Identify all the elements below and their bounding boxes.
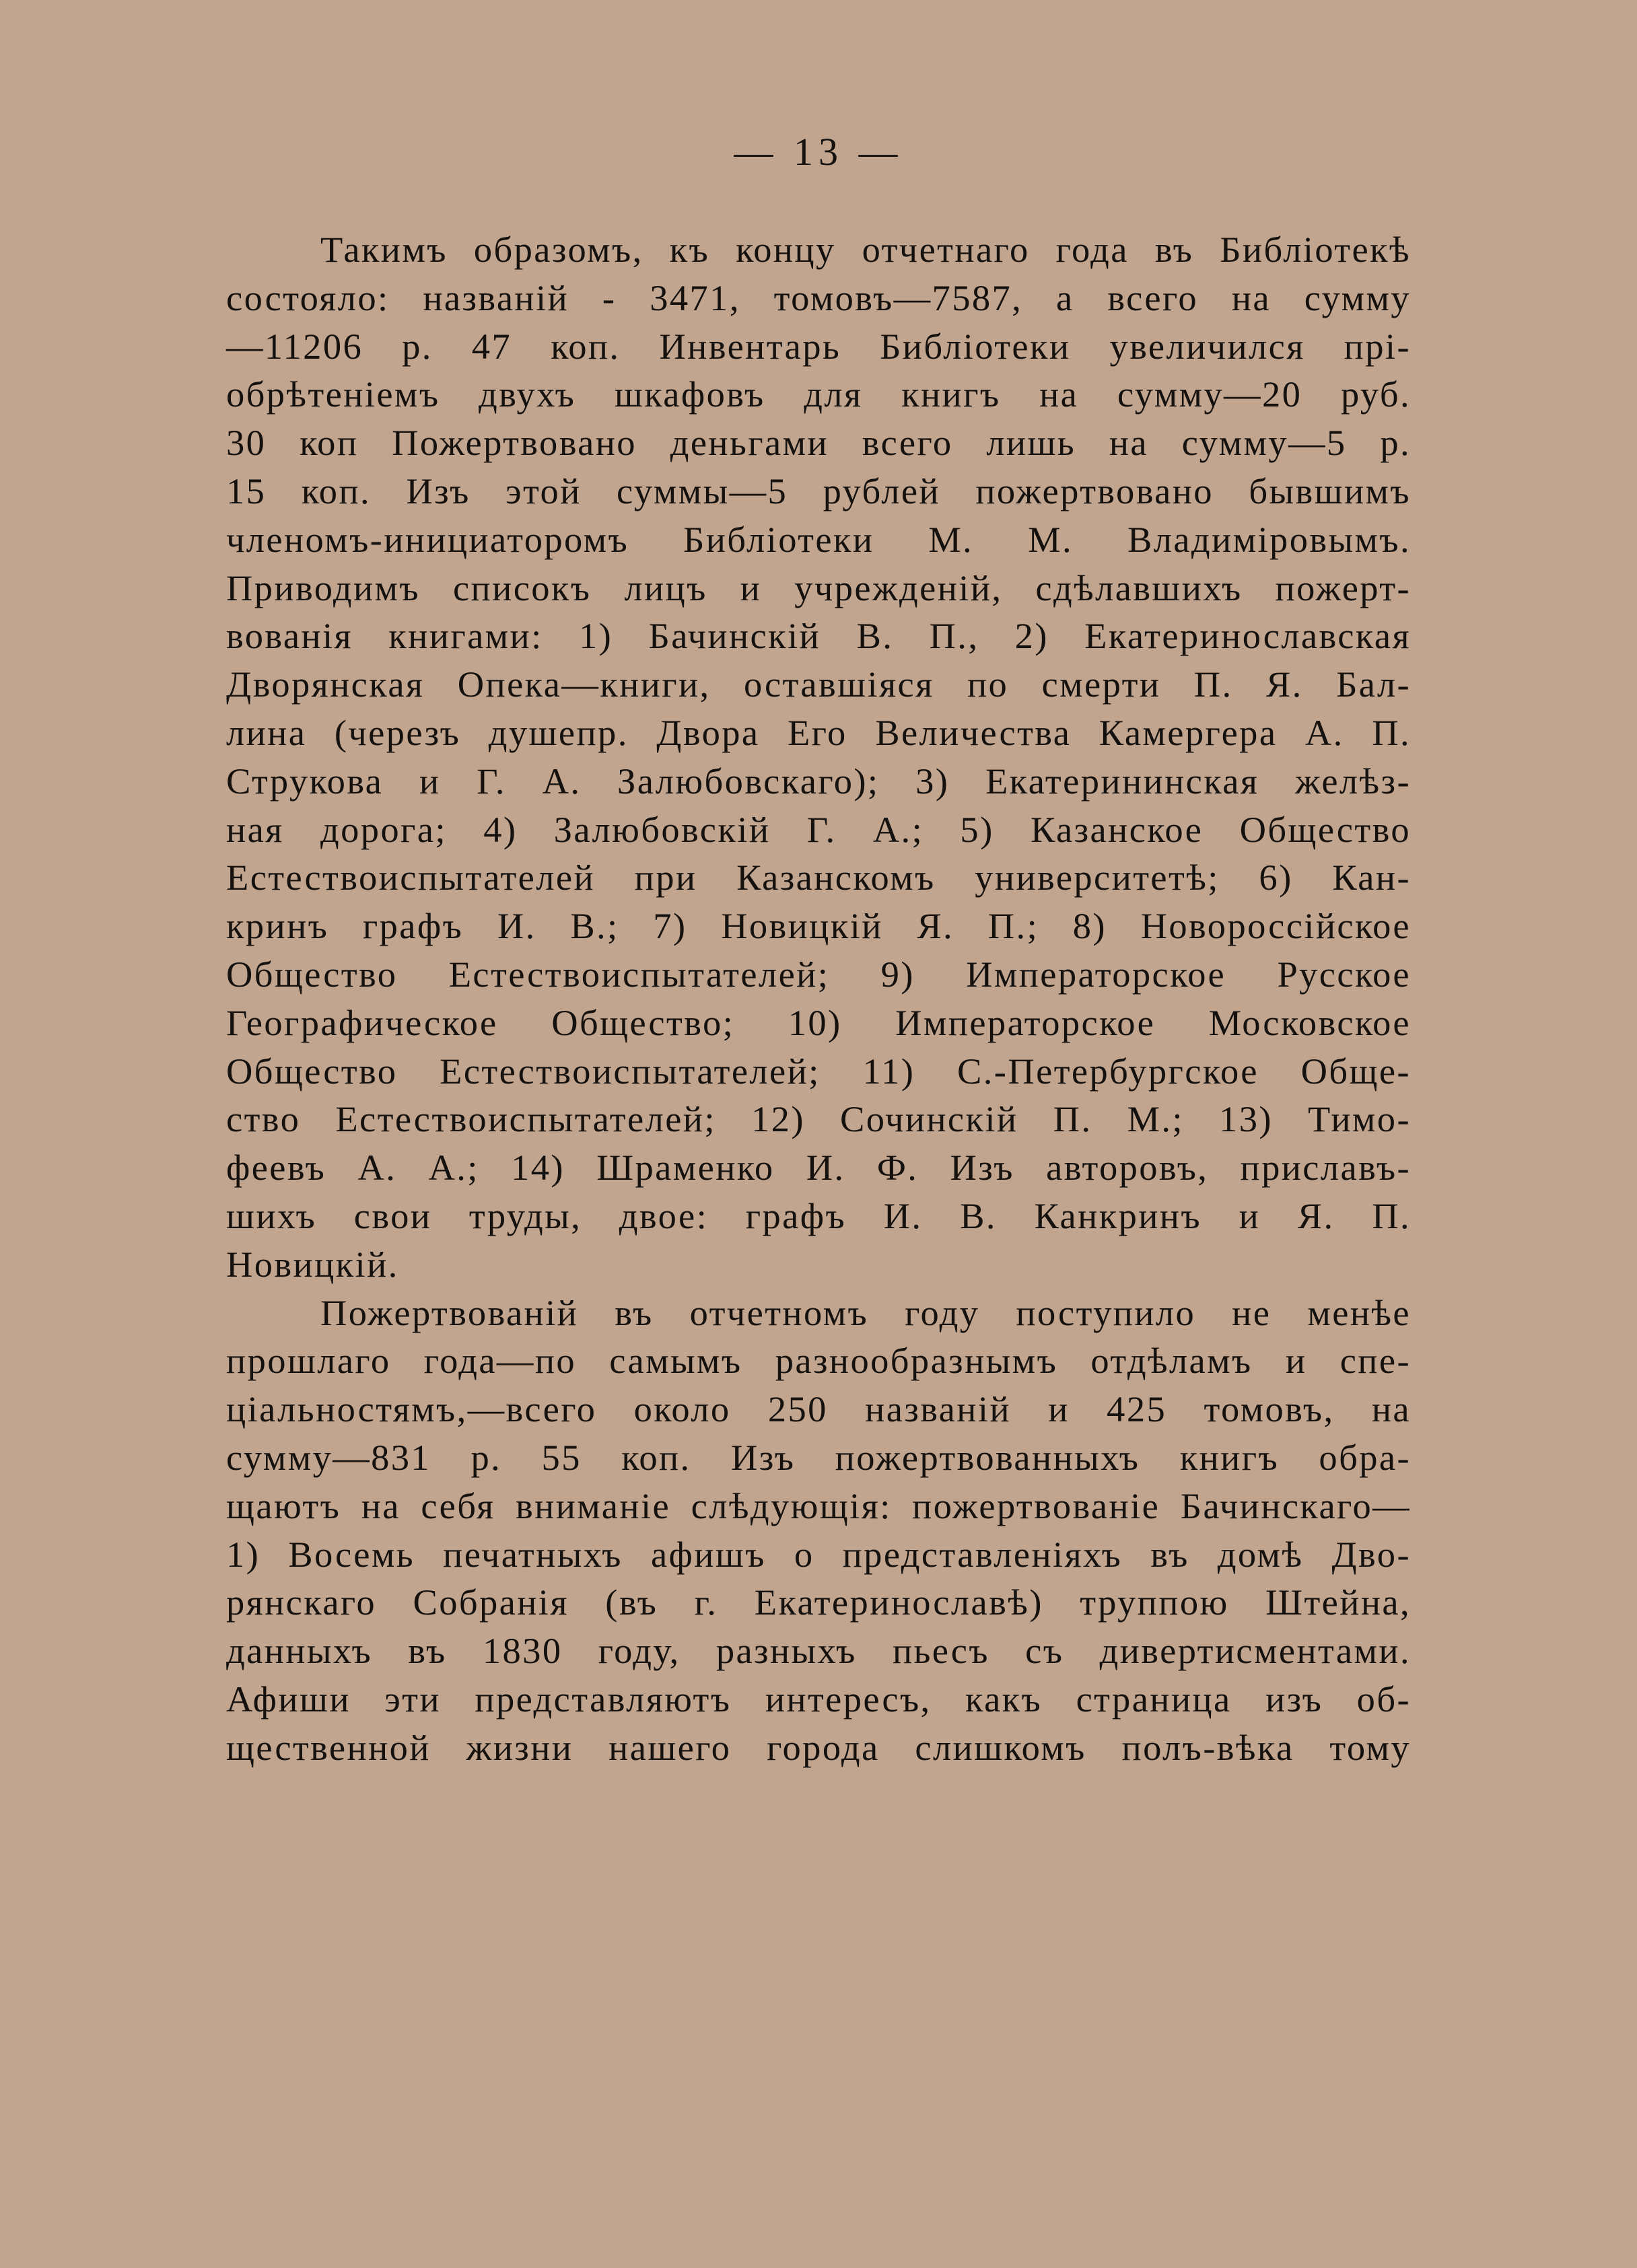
text-line: сумму—831 р. 55 коп. Изъ пожертвованныхъ книгъ обра- [226, 1436, 1411, 1478]
text-line: щаютъ на себя вниманіе слѣдующія: пожертвованіе Бачинскаго— [226, 1485, 1411, 1526]
text-line: Афиши эти представляютъ интересъ, какъ страница изъ об- [226, 1678, 1411, 1720]
page-number: — 13 — [734, 130, 903, 174]
paragraph-1 [226, 225, 1411, 1289]
body-text [226, 225, 1411, 1772]
text-line: —11206 р. 47 коп. Инвентарь Библіотеки увеличился прі- [226, 325, 1411, 367]
text-line: обрѣтеніемъ двухъ шкафовъ для книгъ на сумму—20 руб. [226, 374, 1411, 415]
text-line: феевъ А. А.; 14) Шраменко И. Ф. Изъ авторовъ, приславъ- [226, 1147, 1411, 1189]
text-line: шихъ свои труды, двое: графъ И. В. Канкринъ и Я. П. [226, 1195, 1411, 1236]
text-line: вованія книгами: 1) Бачинскій В. П., 2) Екатеринославская [226, 615, 1411, 657]
text-line: щественной жизни нашего города слишкомъ полъ-вѣка тому [226, 1726, 1411, 1768]
text-line: Такимъ образомъ, къ концу отчетнаго года въ Библіотекѣ [320, 229, 1411, 270]
text-line: рянскаго Собранія (въ г. Екатеринославѣ) труппою Штейна, [226, 1582, 1411, 1623]
text-line: состояло: названій - 3471, томовъ—7587, а всего на сумму [226, 277, 1411, 318]
text-line: ство Естествоиспытателей; 12) Сочинскій П. М.; 13) Тимо- [226, 1098, 1411, 1140]
text-line: данныхъ въ 1830 году, разныхъ пьесъ съ дивертисментами. [226, 1630, 1411, 1672]
text-line: ная дорога; 4) Залюбовскій Г. А.; 5) Казанское Общество [226, 808, 1411, 850]
text-line: Естествоиспытателей при Казанскомъ университетѣ; 6) Кан- [226, 857, 1411, 898]
text-line: Приводимъ списокъ лицъ и учрежденій, сдѣлавшихъ пожерт- [226, 567, 1411, 608]
paragraph-2 [226, 1289, 1411, 1772]
text-line: Пожертвованій въ отчетномъ году поступило не менѣе [320, 1291, 1411, 1333]
text-line: Общество Естествоиспытателей; 11) С.-Петербургское Обще- [226, 1050, 1411, 1092]
text-line: членомъ-инициаторомъ Библіотеки М. М. Владиміровымъ. [226, 518, 1411, 560]
text-line: лина (черезъ душепр. Двора Его Величества Камергера А. П. [226, 711, 1411, 753]
text-line: 30 коп Пожертвовано деньгами всего лишь на сумму—5 р. [226, 422, 1411, 464]
text-line: прошлаго года—по самымъ разнообразнымъ отдѣламъ и спе- [226, 1340, 1411, 1382]
text-line: Общество Естествоиспытателей; 9) Императорское Русское [226, 953, 1411, 995]
text-line: 15 коп. Изъ этой суммы—5 рублей пожертвовано бывшимъ [226, 470, 1411, 511]
text-line: ціальностямъ,—всего около 250 названій и 425 томовъ, на [226, 1388, 1411, 1430]
text-line: Новицкій. [226, 1243, 399, 1285]
text-line: Географическое Общество; 10) Императорское Московское [226, 1001, 1411, 1043]
text-line: кринъ графъ И. В.; 7) Новицкій Я. П.; 8) Новороссійское [226, 905, 1411, 947]
text-line: 1) Восемь печатныхъ афишъ о представленіяхъ въ домѣ Дво- [226, 1533, 1411, 1575]
text-line: Дворянская Опека—книги, оставшіяся по смерти П. Я. Бал- [226, 664, 1411, 705]
text-line: Струкова и Г. А. Залюбовскаго); 3) Екатерининская желѣз- [226, 760, 1411, 802]
